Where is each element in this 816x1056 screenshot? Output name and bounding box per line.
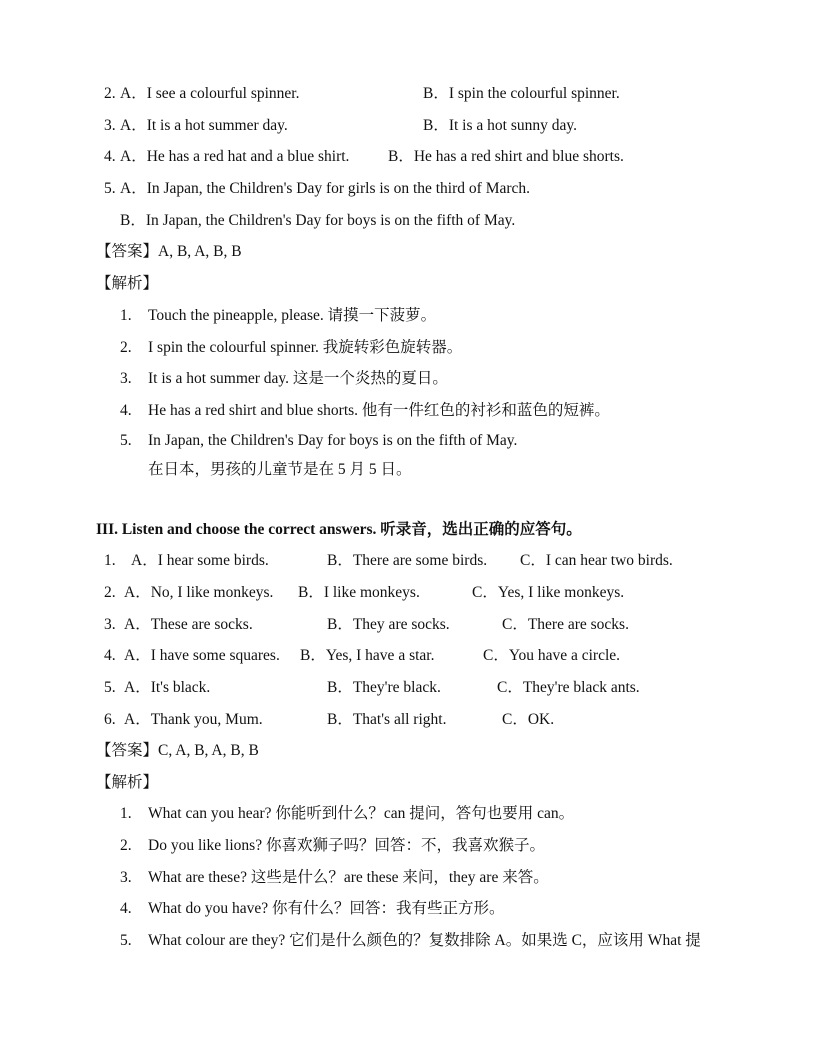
analysis-number: 3. xyxy=(120,869,132,886)
section-heading: III. Listen and choose the correct answers. 听录音，选出正确的应答句。 xyxy=(96,521,582,538)
analysis-number: 1. xyxy=(120,805,132,822)
analysis-number: 4. xyxy=(120,402,132,419)
question-number: 3. xyxy=(104,117,116,134)
question-number: 1. xyxy=(104,552,116,569)
option-b: B．They are socks. xyxy=(327,616,450,633)
analysis-text: In Japan, the Children's Day for boys is on the fifth of May. xyxy=(148,432,518,449)
question-number: 2. xyxy=(104,584,116,601)
question-number: 2. xyxy=(104,85,116,102)
question-number: 6. xyxy=(104,711,116,728)
option-c: C．There are socks. xyxy=(502,616,629,633)
option-b: B．I like monkeys. xyxy=(298,584,420,601)
answer-label: 【答案】 xyxy=(96,243,159,260)
analysis-number: 3. xyxy=(120,370,132,387)
option-b: B．They're black. xyxy=(327,679,441,696)
answer-value: A, B, A, B, B xyxy=(158,243,242,260)
analysis-number: 4. xyxy=(120,900,132,917)
option-a: A．I hear some birds. xyxy=(131,552,269,569)
option-b: B．I spin the colourful spinner. xyxy=(423,85,620,102)
option-a: A．He has a red hat and a blue shirt. xyxy=(120,148,350,165)
option-a: A．These are socks. xyxy=(124,616,253,633)
analysis-number: 1. xyxy=(120,307,132,324)
answer-label: 【答案】 xyxy=(96,742,159,759)
analysis-number: 5. xyxy=(120,432,132,449)
option-b: B．That's all right. xyxy=(327,711,447,728)
option-c: C．I can hear two birds. xyxy=(520,552,673,569)
analysis-number: 2. xyxy=(120,339,132,356)
answer-line xyxy=(96,242,242,262)
option-c: C．You have a circle. xyxy=(483,647,621,664)
analysis-label: 【解析】 xyxy=(96,774,159,791)
option-a: A．Thank you, Mum. xyxy=(124,711,263,728)
analysis-number: 5. xyxy=(120,932,132,949)
option-c: C．Yes, I like monkeys. xyxy=(472,584,625,601)
option-a: A．It is a hot summer day. xyxy=(120,117,288,134)
option-b: B．He has a red shirt and blue shorts. xyxy=(388,148,624,165)
analysis-number: 2. xyxy=(120,837,132,854)
question-number: 3. xyxy=(104,616,116,633)
option-c: C．They're black ants. xyxy=(497,679,640,696)
analysis-text: What colour are they? 它们是什么颜色的？复数排除 A。如果选 C，应该用 What 提 xyxy=(148,932,701,949)
option-a: A．No, I like monkeys. xyxy=(124,584,274,601)
option-b: B．There are some birds. xyxy=(327,552,488,569)
analysis-text: Touch the pineapple, please. 请摸一下菠萝。 xyxy=(148,307,437,324)
option-c: C．OK. xyxy=(502,711,555,728)
option-a: A．It's black. xyxy=(124,679,211,696)
option-a: A．I see a colourful spinner. xyxy=(120,85,300,102)
analysis-text: What are these? 这些是什么？are these 来问，they are 来答。 xyxy=(148,869,549,886)
question-number: 4. xyxy=(104,647,116,664)
analysis-text: What do you have? 你有什么？回答：我有些正方形。 xyxy=(148,900,505,917)
option-a: A．In Japan, the Children's Day for girls is on the third of March. xyxy=(120,180,531,197)
option-b: B．It is a hot sunny day. xyxy=(423,117,577,134)
option-a: A．I have some squares. xyxy=(124,647,280,664)
analysis-text: I spin the colourful spinner. 我旋转彩色旋转器。 xyxy=(148,339,463,356)
option-b: B．Yes, I have a star. xyxy=(300,647,435,664)
analysis-text-cn: 在日本，男孩的儿童节是在 5 月 5 日。 xyxy=(148,461,412,478)
question-number: 5. xyxy=(104,180,116,197)
analysis-text: What can you hear? 你能听到什么？can 提问，答句也要用 can。 xyxy=(148,805,575,822)
analysis-label: 【解析】 xyxy=(96,275,159,292)
option-b: B．In Japan, the Children's Day for boys is on the fifth of May. xyxy=(120,212,516,229)
answer-line xyxy=(96,741,259,761)
analysis-text: Do you like lions? 你喜欢狮子吗？回答：不，我喜欢猴子。 xyxy=(148,837,545,854)
analysis-text: He has a red shirt and blue shorts. 他有一件红色的衬衫和蓝色的短裤。 xyxy=(148,402,610,419)
analysis-text: It is a hot summer day. 这是一个炎热的夏日。 xyxy=(148,370,448,387)
question-number: 5. xyxy=(104,679,116,696)
question-number: 4. xyxy=(104,148,116,165)
answer-value: C, A, B, A, B, B xyxy=(158,742,259,759)
